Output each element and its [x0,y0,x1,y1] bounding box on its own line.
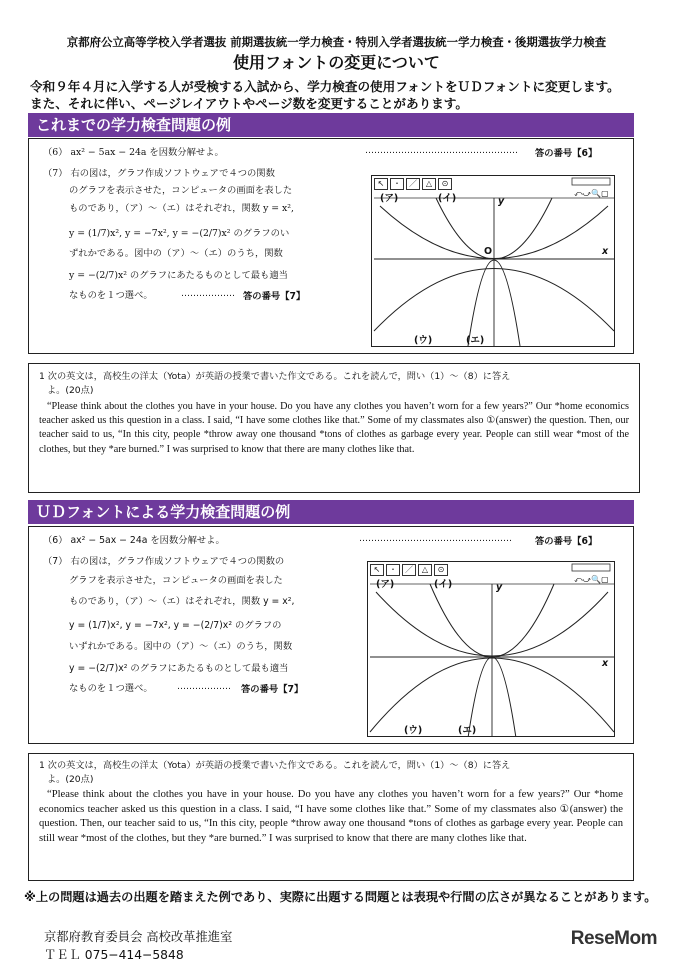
question-7-line-2-ud: グラフを表示させた，コンピュータの画面を表した [69,575,283,586]
answer-number-7-ud: 答の番号【7】 [241,684,304,695]
question-7-line-6-ud: y = −(2/7)x² のグラフにあたるものとして最も適当 [69,663,289,674]
leader-dots: …………………………………………… [365,146,518,156]
question-7-line-4-ud: y = (1/7)x², y = −7x², y = −(2/7)x² のグラフの [69,620,282,631]
english-points-old: よ。(20点) [47,385,94,396]
graph-screen-old [371,175,615,347]
curve-label-u: (ウ) [404,725,423,736]
answer-number-7-old: 答の番号【7】 [243,291,306,302]
triangle-tool-icon[interactable]: △ [422,178,436,190]
question-7-line-6-old: y = −(2/7)x² のグラフにあたるものとして最も適当 [69,270,288,281]
footnote: ※上の問題は過去の出題を踏まえた例であり、実際に出題する問題とは表現や行間の広さが異なることがあります。 [24,890,657,904]
circle-tool-icon[interactable]: ⊙ [434,564,448,576]
page-title: 使用フォントの変更について [233,53,440,72]
office-name: 京都府教育委員会 高校改革推進室 [44,930,233,944]
section-band-old: これまでの学力検査問題の例 [28,113,634,137]
point-tool-icon[interactable]: ・ [386,564,400,576]
window-controls-icon [572,178,610,185]
question-7-line-2-old: のグラフを表示させた，コンピュータの画面を表した [69,185,293,196]
section-band-ud: ＵＤフォントによる学力検査問題の例 [28,500,634,524]
curve-label-i: (イ) [438,193,457,204]
axis-label-y: y [496,582,503,593]
english-question-box-ud [28,753,634,881]
question-7-line-7-ud: なものを１つ選べ。 [69,683,153,694]
parabola-graph-ud [368,562,615,737]
axis-label-x: x [602,246,609,257]
line-tool-icon[interactable]: ／ [402,564,416,576]
parabola-graph-old [372,176,615,347]
curve-label-a: (ア) [376,579,395,590]
graph-screen-ud [367,561,615,737]
axis-label-y: y [498,196,505,207]
question-6-ud: （6） ax² − 5ax − 24a を因数分解せよ。 [43,535,225,546]
curve-label-e: (エ) [458,725,477,736]
pointer-tool-icon[interactable]: ↖ [370,564,384,576]
answer-number-6-old: 答の番号【6】 [535,148,598,159]
circle-tool-icon[interactable]: ⊙ [438,178,452,190]
window-controls-icon [572,564,610,571]
resemom-logo: ReseMom [570,928,657,949]
curve-label-a: (ア) [380,193,399,204]
question-7-line-5-ud: いずれかである。図中の（ア）〜（エ）のうち，関数 [69,641,293,652]
english-lead-old: 1 次の英文は，高校生の洋太（Yota）が英語の授業で書いた作文である。これを読んで，問い（1）〜（8）に答え [39,371,511,382]
question-7-line-1-ud: （7） 右の図は，グラフ作成ソフトウェアで４つの関数の [43,556,285,567]
intro-line-2: また、それに伴い、ページレイアウトやページ数を変更することがあります。 [30,96,468,111]
question-7-line-4-old: y = (1/7)x², y = −7x², y = −(2/7)x² のグラフのい [69,228,290,239]
view-tools-icon: ⤺⤻🔍▢ [574,189,609,198]
view-tools-icon: ⤺⤻🔍▢ [574,575,609,584]
point-tool-icon[interactable]: ・ [390,178,404,190]
question-7-line-1-old: （7） 右の図は，グラフ作成ソフトウェアで４つの関数 [43,168,275,179]
curve-label-u: (ウ) [414,335,433,346]
english-lead-ud: 1 次の英文は，高校生の洋太（Yota）が英語の授業で書いた作文である。これを読んで，問い（1）〜（8）に答え [39,760,511,771]
origin-label: O [484,246,493,257]
header-line: 京都府公立高等学校入学者選抜 前期選抜統一学力検査・特別入学者選抜統一学力検査・後期選抜学力検査 [66,35,607,49]
axis-label-x: x [602,658,609,669]
question-6-old: （6） ax² − 5ax − 24a を因数分解せよ。 [43,147,224,158]
pointer-tool-icon[interactable]: ↖ [374,178,388,190]
question-7-line-5-old: ずれかである。図中の（ア）〜（エ）のうち，関数 [69,248,283,259]
math-question-box-ud [28,526,634,744]
leader-dots: ……………… [177,682,231,692]
english-question-box-old [28,363,640,493]
english-passage-old: “Please think about the clothes you have in your house. Do you have any clothes you haven’t worn for a few years?” Our *home economics teacher asked us this question in a class. I said, “I have some clothes like that.” Some of my classmates also ①(answer) the question. Then, our teacher said to us, “In this city, people *throw away one thousand *tons of clothes as garbage every year. People can still wear *most of the clothes, but they *are burned.” I was surprised to know that there are many clothes like that. [39,401,629,455]
math-question-box-old [28,138,634,354]
curve-label-i: (イ) [434,579,453,590]
english-points-ud: よ。(20点) [47,774,94,785]
line-tool-icon[interactable]: ／ [406,178,420,190]
curve-label-e: (エ) [466,335,485,346]
question-7-line-3-old: ものであり，（ア）〜（エ）はそれぞれ，関数 y = x², [69,203,294,214]
english-passage-ud: “Please think about the clothes you have in your house. Do you have any clothes you haven’t worn for a few years?” Our *home economics teacher asked us this question in a class. I said, “I have some clothes like that.” Some of my classmates also ①(answer) the question. Then, our teacher said to us, “In this city, people *throw away one thousand *tons of clothes as garbage every year. People can still wear *most of the clothes, but they *are burned.” I was surprised to know that there are many clothes like that. [39,789,623,844]
intro-line-1: 令和９年４月に入学する人が受検する入試から、学力検査の使用フォントをＵＤフォントに変更します。 [30,79,620,94]
question-7-line-3-ud: ものであり，（ア）〜（エ）はそれぞれ，関数 y = x², [69,596,295,607]
answer-number-6-ud: 答の番号【6】 [535,536,598,547]
leader-dots: ……………… [181,289,235,299]
leader-dots: …………………………………………… [359,534,512,544]
triangle-tool-icon[interactable]: △ [418,564,432,576]
question-7-line-7-old: なものを１つ選べ。 [69,290,153,301]
office-phone: ＴＥＬ 075−414−5848 [44,948,184,962]
